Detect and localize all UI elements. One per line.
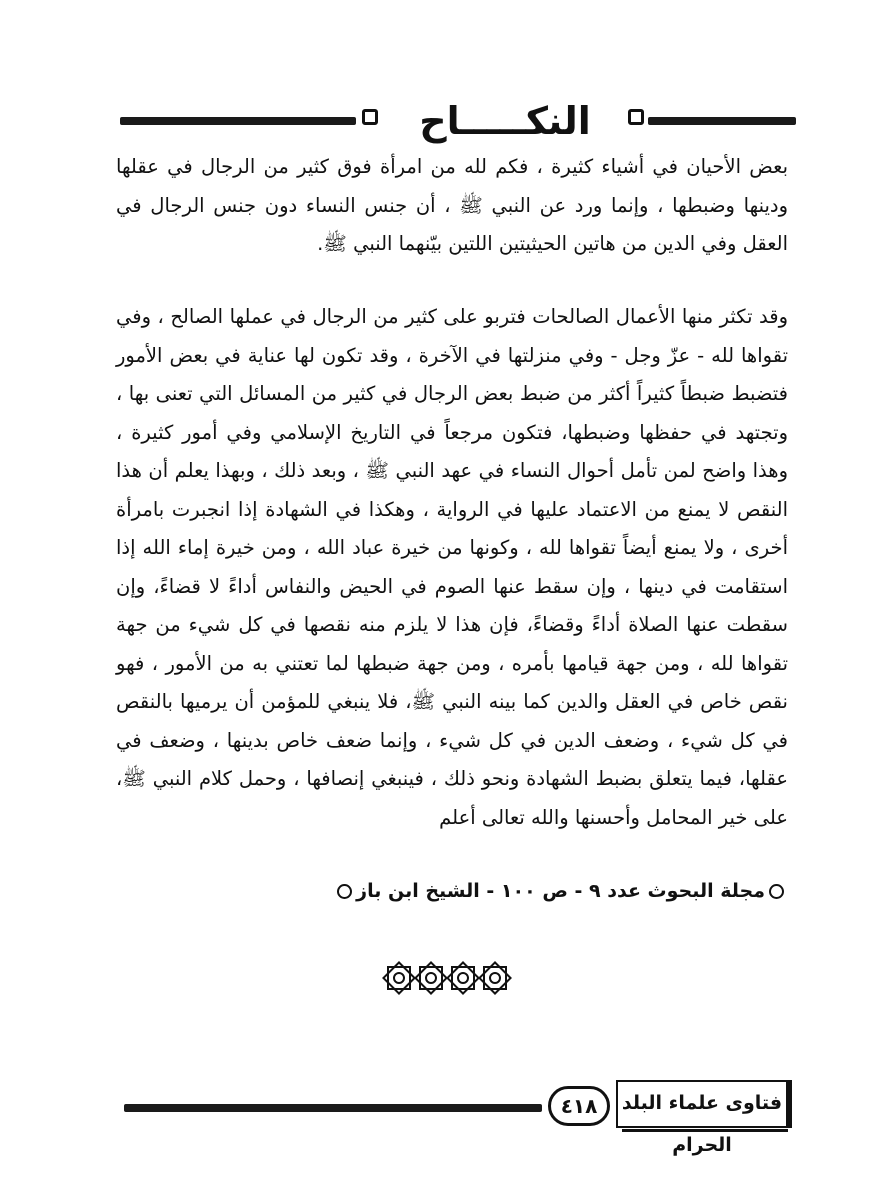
paragraph-2 bbox=[116, 298, 788, 837]
citation-circle-end-icon bbox=[337, 884, 352, 899]
paragraph-2-text: وقد تكثر منها الأعمال الصالحات فتربو على كثير من الرجال في عملها الصالح ، وفي تقواها لله - عزّ وجل - وفي منزلتها في الآخرة ، وقد تكون لها عناية في بعض الأمور فتضبط ضبطاً كثيراً أكثر من ضبط بعض الرجال في كثير من المسائل التي تعنى بها ، وتجتهد في حفظها وضبطها، فتكون مرجعاً في التاريخ الإسلامي وفي أمور كثيرة ، وهذا واضح لمن تأمل أحوال النساء في عهد النبي ﷺ ، وبعد ذلك ، وبهذا يعلم أن هذا النقص لا يمنع من الاعتماد عليها في الرواية ، وهكذا في الشهادة إذا انجبرت بامرأة أخرى ، ولا يمنع أيضاً تقواها لله ، وكونها من خيرة عباد الله ، ومن خيرة إماء الله إذا استقامت في دينها ، وإن سقط عنها الصوم في الحيض والنفاس أداءً لا قضاءً، وإن سقطت عنها الصلاة أداءً وقضاءً، فإن هذا لا يلزم منه نقصها في كل شيء من جهة تقواها لله ، ومن جهة قيامها بأمره ، ومن جهة ضبطها لما تعتني به من الأمور ، فهو نقص خاص في العقل والدين كما بينه النبي ﷺ، فلا ينبغي للمؤمن أن يرميها بالنقص في كل شيء ، وضعف الدين في كل شيء ، وإنما ضعف خاص بدينها ، وضعف في عقلها، فيما يتعلق بضبط الشهادة ونحو ذلك ، فينبغي إنصافها ، وحمل كلام النبي ﷺ، على خير المحامل وأحسنها والله تعالى أعلم bbox=[116, 305, 788, 829]
header-rule-right bbox=[648, 117, 796, 125]
header-square-right-icon bbox=[628, 109, 644, 125]
paragraph-1-text: بعض الأحيان في أشياء كثيرة ، فكم لله من امرأة فوق كثير من الرجال في عقلها ودينها وضبطها ، وإنما ورد عن النبي ﷺ ، أن جنس النساء دون جنس الرجال في العقل وفي الدين من هاتين الحيثيتين اللتين بيّنهما النبي ﷺ. bbox=[116, 155, 788, 255]
page-footer bbox=[124, 1080, 794, 1156]
citation bbox=[116, 876, 788, 906]
citation-text: مجلة البحوث عدد ٩ - ص ١٠٠ - الشيخ ابن باز bbox=[356, 880, 765, 902]
header-square-left-icon bbox=[362, 109, 378, 125]
header-rule-left bbox=[120, 117, 356, 125]
citation-circle-start-icon bbox=[769, 884, 784, 899]
page-number: ٤١٨ bbox=[548, 1086, 610, 1126]
page-header bbox=[108, 98, 796, 144]
ornament-stars-icon bbox=[382, 958, 512, 998]
book-title: فتاوى علماء البلد الحرام bbox=[616, 1080, 792, 1128]
paragraph-1 bbox=[116, 148, 788, 264]
chapter-title: النكـــــاح bbox=[419, 99, 591, 143]
footer-rule bbox=[124, 1104, 542, 1112]
